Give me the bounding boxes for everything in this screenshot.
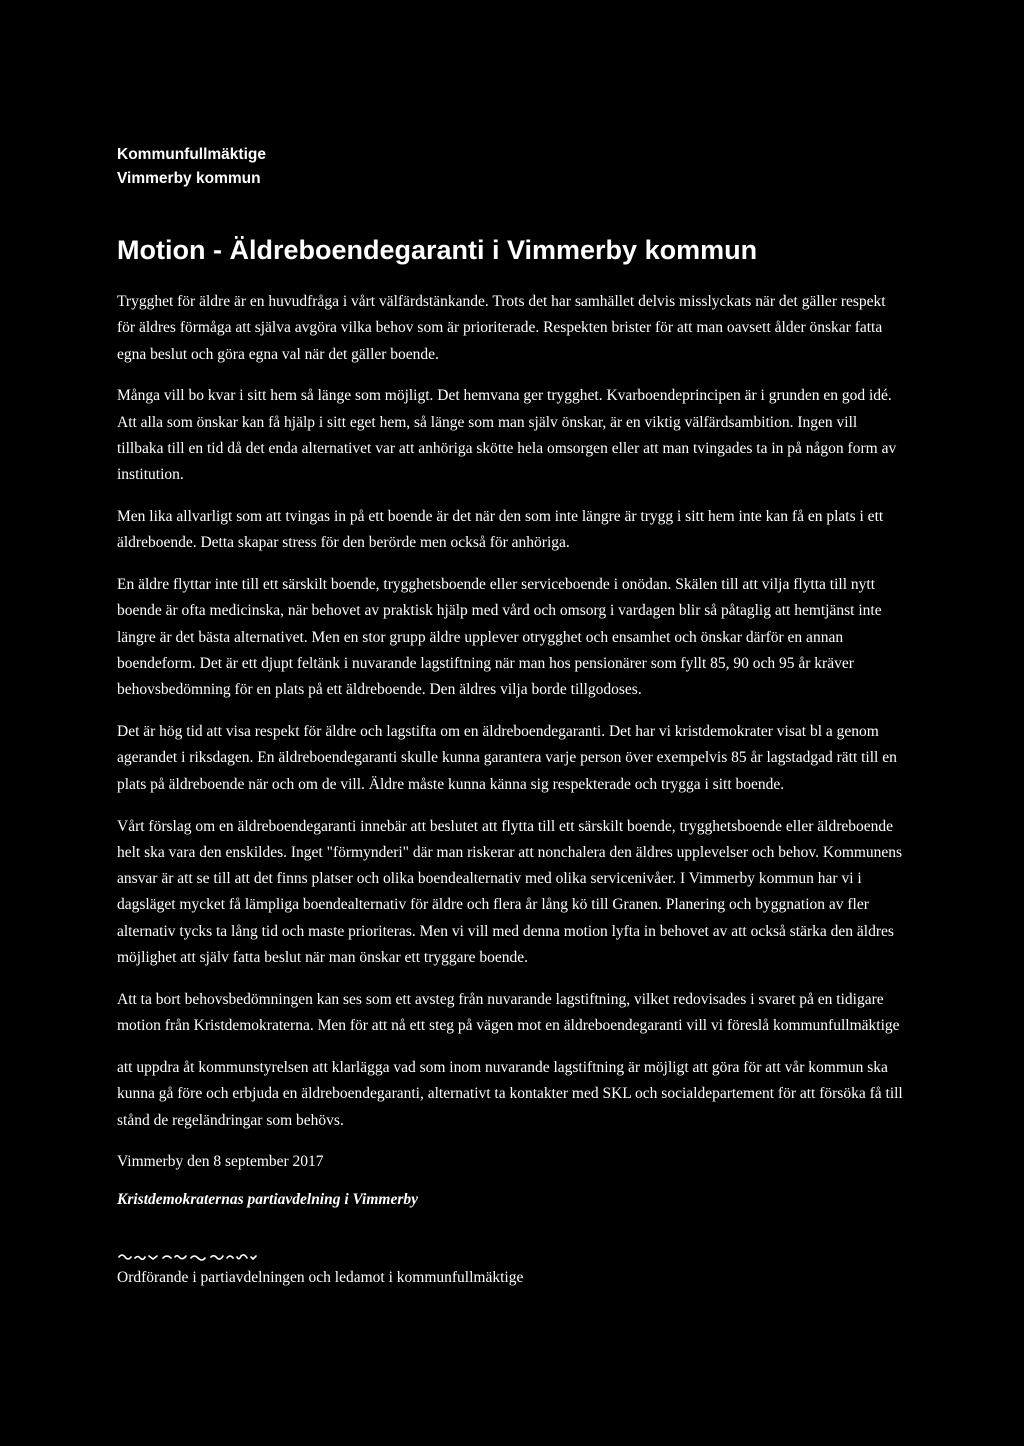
organisation-name: Kristdemokraternas partiavdelning i Vimmerby [117,1191,418,1209]
paragraph: Det är hög tid att visa respekt för äldre och lagstifta om en äldreboendegaranti. Det har vi kristdemokrater visat bl a genom agerandet i riksdagen. En äldreboendegaranti skulle kunna garantera varje person över exempelvis 85 år lagstadgad rätt till en plats på äldreboende när och om de vill. Äldre måste kunna känna sig respekterade och trygga i sitt boende. [117,723,897,793]
proposal-paragraph: att uppdra åt kommunstyrelsen att klarlägga vad som inom nuvarande lagstiftning är möjligt att göra för att vår kommun ska kunna gå före och erbjuda en äldreboendegaranti, alternativt ta kontakter med SKL och socialdepartement för att försöka få till stånd de regeländringar som behövs. [117,1058,903,1129]
signer-role: Ordförande i partiavdelningen och ledamot i kommunfullmäktige [117,1269,524,1287]
paragraph: Trygghet för äldre är en huvudfråga i vårt välfärdstänkande. Trots det har samhället delvis misslyckats när det gäller respekt för äldres förmåga att själva avgöra vilka behov som är prioriterade. Respekten brister för att man oavsett ålder önskar fatta egna beslut och göra egna val när det gäller boende. [117,293,886,363]
document-title: Motion - Äldreboendegaranti i Vimmerby kommun [117,235,758,265]
date-line: Vimmerby den 8 september 2017 [117,1153,324,1171]
paragraph: Vårt förslag om en äldreboendegaranti innebär att beslutet att flytta till ett särskilt boende, trygghetsboende eller äldreboende helt ska vara den enskildes. Inget "förmynderi" där man riskerar att nonchalera den äldres upplevelser och behov. Kommunens ansvar är att se till att det finns platser och olika boendealternativ med olika servicenivåer. I Vimmerby kommun har vi i dagsläget mycket få lämpliga boendealternativ för äldre och flera år lång kö till Granen. Planering och byggnation av fler alternativ tycks ta lång tid och maste prioriteras. Men vi vill med denna motion lyfta in behovet av att också stärka den äldres möjlighet att själv fatta beslut när man önskar ett tryggare boende. [117,817,903,967]
paragraph: Att ta bort behovsbedömningen kan ses som ett avsteg från nuvarande lagstiftning, vilket redovisades i svaret på en tidigare motion från Kristdemokraterna. Men för att nå ett steg på vägen mot en äldreboendegaranti vill vi föreslå kommunfullmäktige [117,990,900,1035]
paragraph: En äldre flyttar inte till ett särskilt boende, trygghetsboende eller serviceboende i onödan. Skälen till att vilja flytta till nytt boende är ofta medicinska, när behovet av praktisk hjälp med vård och omsorg i vardagen blir så påtaglig att hemtjänst inte längre är det bästa alternativet. Men en stor grupp äldre upplever otrygghet och ensamhet och önskar därför en annan boendeform. Det är ett djupt feltänk i nuvarande lagstiftning när man hos pensionärer som fyllt 85, 90 och 95 år kräver behovsbedömning för en plats på ett äldreboende. Den äldres vilja borde tillgodoses. [117,576,882,699]
body-text [117,289,907,1134]
recipient-line-1: Kommunfullmäktige [117,146,266,163]
motion-document [117,143,907,1291]
paragraph: Men lika allvarligt som att tvingas in på ett boende är det när den som inte längre är trygg i sitt hem inte kan få en plats i ett äldreboende. Detta skapar stress för den berörde men också för anhöriga. [117,508,884,552]
recipient-line-2: Vimmerby kommun [117,170,261,187]
paragraph: Många vill bo kvar i sitt hem så länge som möjligt. Det hemvana ger trygghet. Kvarboendeprincipen är i grunden en god idé. Att alla som önskar kan få hjälp i sitt eget hem, så länge som man själv önskar, är en viktig välfärdsambition. Ingen vill tillbaka till en tid då det enda alternativet var att anhöriga skötte hela omsorgen eller att man tvingades ta in på någon form av institution. [117,387,897,484]
handwritten-signature [117,1251,277,1263]
